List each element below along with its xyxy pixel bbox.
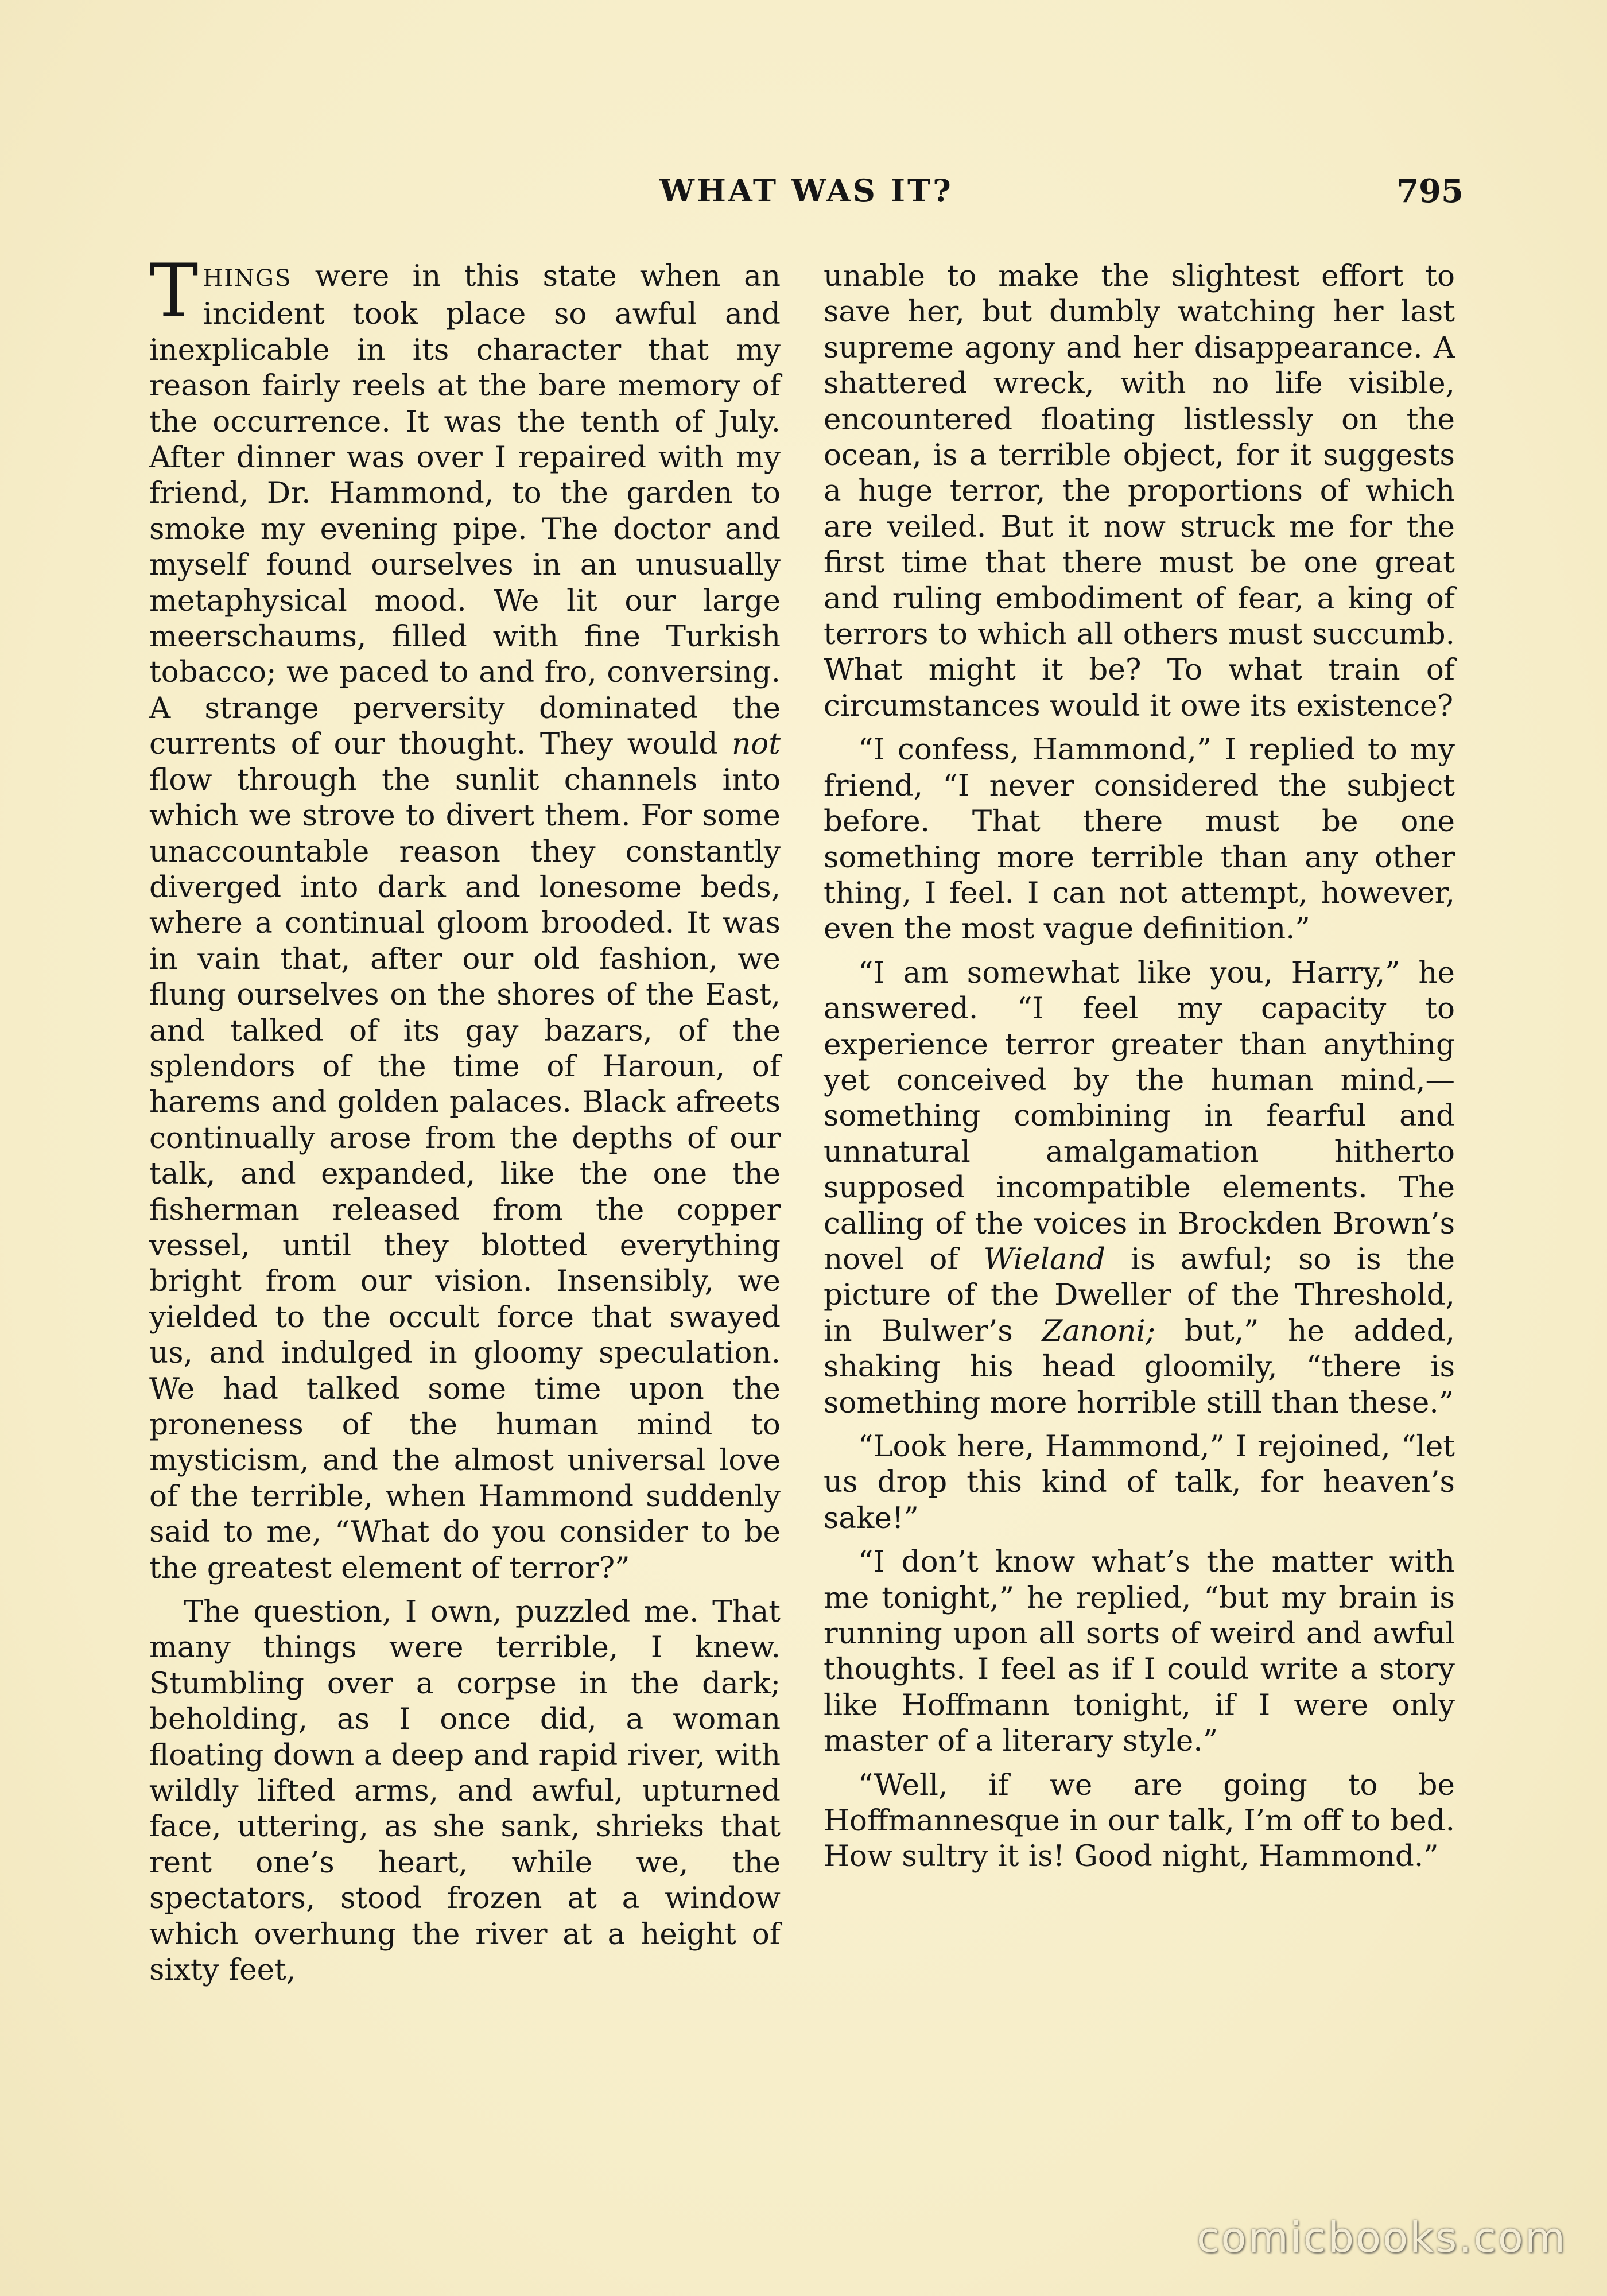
small-caps-lead: HINGS — [203, 265, 292, 292]
emphasis-not: not — [732, 727, 781, 762]
title-wieland: Wieland — [983, 1242, 1105, 1277]
paragraph-4-text-b: is awful; so is the picture of the Dweller of the Threshold, in Bulwer’s — [824, 1242, 1455, 1348]
page-number: 795 — [1396, 172, 1464, 210]
paragraph-3: “I confess, Hammond,” I replied to my friend, “I never considered the subject before. That there must be one something more terrible than any other thing, I feel. I can not attempt, however, even the most vague definition.” — [824, 732, 1455, 947]
paragraph-continued: unable to make the slightest effort to save her, but dumbly watching her last supreme agony and her disappearance. A shattered wreck, with no life visible, encountered floating listlessly on the ocean, is a terrible object, for it suggests a huge terror, the proportions of which are veiled. But it now struck me for the first time that there must be one great and ruling embodiment of fear, a king of terrors to which all others must succumb. What might it be? To what train of circumstances would it owe its existence? — [824, 259, 1455, 723]
paragraph-4 — [824, 955, 1455, 1421]
title-zanoni: Zanoni; — [1042, 1313, 1156, 1348]
running-title: WHAT WAS IT? — [659, 172, 953, 209]
paragraph-4-text-c: but,” he added, shaking his head gloomily, “there is something more horrible still than these.” — [824, 1313, 1455, 1420]
paragraph-7: “Well, if we are going to be Hoffmannesque in our talk, I’m off to bed. How sultry it is! Good night, Hammond.” — [824, 1767, 1455, 1874]
left-column — [149, 249, 781, 1996]
paragraph-1 — [149, 249, 781, 1586]
paragraph-1-text: were in this state when an incident took place so awful and inexplicable in its character that my reason fairly reels at the bare memory of the occurrence. It was the tenth of July. After dinner was over I repaired with my friend, Dr. Hammond, to the garden to smoke my evening pipe. The doctor and myself found ourselves in an unusually metaphysical mood. We lit our large meerschaums, filled with fine Turkish tobacco; we paced to and fro, conversing. A strange perversity dominated the currents of our thought. They would — [149, 259, 781, 762]
paragraph-6: “I don’t know what’s the matter with me tonight,” he replied, “but my brain is running upon all sorts of weird and awful thoughts. I feel as if I could write a story like Hoffmann tonight, if I were only master of a literary style.” — [824, 1545, 1455, 1759]
right-column — [824, 258, 1455, 1883]
drop-cap: T — [149, 249, 199, 334]
running-head — [149, 172, 1464, 218]
paragraph-4-text-a: “I am somewhat like you, Harry,” he answered. “I feel my capacity to experience terror greater than anything yet conceived by the human mind,—something combining in fearful and unnatural amalgamation hitherto supposed incompatible elements. The calling of the voices in Brockden Brown’s novel of — [824, 955, 1455, 1277]
paragraph-1-tail: flow through the sunlit channels into which we strove to divert them. For some unaccountable reason they constantly diverged into dark and lonesome beds, where a continual gloom brooded. It was in vain that, after our old fashion, we flung ourselves on the shores of the East, and talked of its gay bazars, of the splendors of the time of Haroun, of harems and golden palaces. Black afreets continually arose from the depths of our talk, and expanded, like the one the fisherman released from the copper vessel, until they blotted everything bright from our vision. Insensibly, we yielded to the occult force that swayed us, and indulged in gloomy speculation. We had talked some time upon the proneness of the human mind to mysticism, and the almost universal love of the terrible, when Hammond suddenly said to me, “What do you consider to be the greatest element of terror?” — [149, 762, 781, 1585]
watermark-logo: comicbooks.com — [1196, 2213, 1567, 2262]
paragraph-5: “Look here, Hammond,” I rejoined, “let us drop this kind of talk, for heaven’s sake!” — [824, 1429, 1455, 1535]
paragraph-2: The question, I own, puzzled me. That many things were terrible, I knew. Stumbling over a corpse in the dark; beholding, as I once did, a woman floating down a deep and rapid river, with wildly lifted arms, and awful, upturned face, uttering, as she sank, shrieks that rent one’s heart, while we, the spectators, stood frozen at a window which overhung the river at a height of sixty feet, — [149, 1595, 781, 1988]
